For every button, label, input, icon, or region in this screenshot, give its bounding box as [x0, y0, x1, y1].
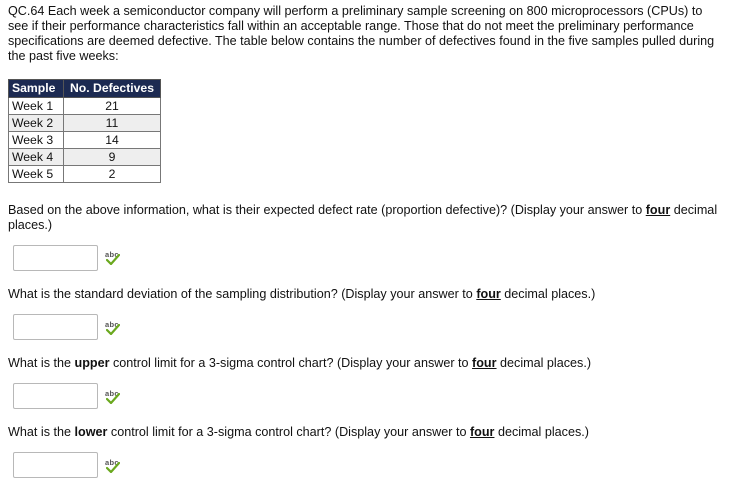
question-defect-rate: Based on the above information, what is their expected defect rate (proportion defective)? (Display your answer to four decimal places.): [8, 203, 718, 232]
bold-upper: upper: [74, 356, 110, 370]
sample-cell: Week 5: [9, 166, 64, 183]
emphasis-four: four: [469, 425, 495, 439]
question-upper-control-limit: What is the upper control limit for a 3-sigma control chart? (Display your answer to four decimal places.): [8, 356, 592, 370]
checkmark-icon: [106, 462, 120, 473]
checkmark-icon: [106, 393, 120, 404]
emphasis-four: four: [476, 287, 501, 301]
column-header-sample: Sample: [9, 80, 64, 98]
defectives-cell: 11: [64, 115, 161, 132]
lower-control-limit-input[interactable]: [13, 452, 98, 478]
question-lower-control-limit: What is the lower control limit for a 3-sigma control chart? (Display your answer to four decimal places.): [8, 425, 589, 439]
sample-cell: Week 1: [9, 98, 64, 115]
sample-cell: Week 2: [9, 115, 64, 132]
upper-control-limit-input[interactable]: [13, 383, 98, 409]
table-row: [9, 115, 161, 132]
std-dev-input[interactable]: [13, 314, 98, 340]
sample-cell: Week 3: [9, 132, 64, 149]
spellcheck-icon[interactable]: abc: [104, 458, 124, 474]
table-row: [9, 98, 161, 115]
defect-rate-input[interactable]: [13, 245, 98, 271]
spellcheck-icon[interactable]: abc: [104, 320, 124, 336]
defectives-cell: 9: [64, 149, 161, 166]
emphasis-four: four: [472, 356, 497, 370]
spellcheck-icon[interactable]: abc: [104, 250, 124, 266]
table-row: [9, 166, 161, 183]
defectives-cell: 2: [64, 166, 161, 183]
defectives-table: [8, 79, 161, 183]
sample-cell: Week 4: [9, 149, 64, 166]
table-header-row: [9, 80, 161, 98]
checkmark-icon: [106, 254, 120, 265]
defectives-cell: 14: [64, 132, 161, 149]
emphasis-four: four: [645, 203, 671, 217]
defectives-cell: 21: [64, 98, 161, 115]
bold-lower: lower: [74, 425, 108, 439]
column-header-defectives: No. Defectives: [64, 80, 161, 98]
table-row: [9, 149, 161, 166]
spellcheck-icon[interactable]: abc: [104, 389, 124, 405]
checkmark-icon: [106, 324, 120, 335]
table-row: [9, 132, 161, 149]
question-std-dev: What is the standard deviation of the sampling distribution? (Display your answer to four decimal places.): [8, 287, 596, 301]
problem-statement: QC.64 Each week a semiconductor company will perform a preliminary sample screening on 800 microprocessors (CPUs) to see if their performance characteristics fall within an acceptable range. Those that do not meet the preliminary performance specifications are deemed defective. The table below contains the number of defectives found in the five samples pulled during the past five weeks:: [8, 4, 715, 63]
